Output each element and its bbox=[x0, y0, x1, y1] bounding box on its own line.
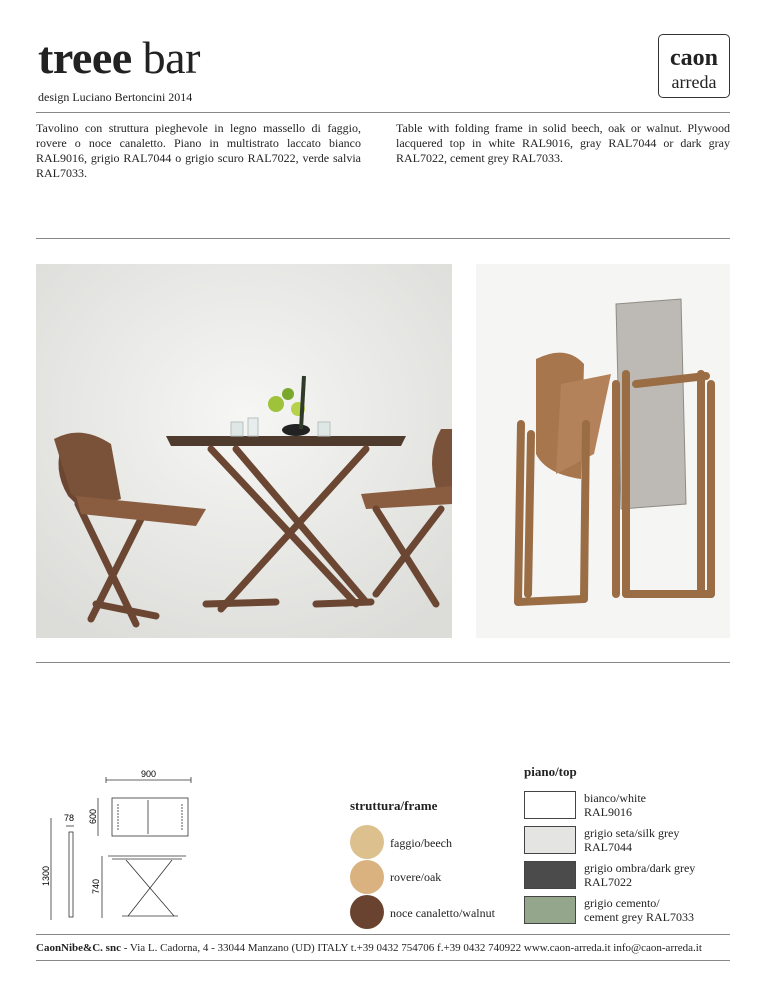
brand-logo[interactable] bbox=[658, 34, 730, 98]
divider bbox=[36, 112, 730, 113]
silk-grey-swatch[interactable] bbox=[524, 826, 576, 854]
logo-word-arreda: arreda bbox=[671, 72, 717, 92]
frame-heading: struttura/frame bbox=[350, 798, 438, 813]
top-option-silk-grey-name: grigio seta/silk grey bbox=[584, 826, 680, 840]
dimension-drawing bbox=[36, 768, 196, 928]
oak-swatch[interactable] bbox=[350, 860, 384, 894]
frame-option-beech: faggio/beech bbox=[390, 836, 452, 850]
photo-table-with-chairs bbox=[36, 264, 452, 638]
divider bbox=[36, 960, 730, 961]
divider bbox=[36, 662, 730, 663]
table-chairs-illustration bbox=[36, 264, 452, 638]
footer-contact bbox=[36, 942, 702, 954]
white-swatch[interactable] bbox=[524, 791, 576, 819]
footer-details: - Via L. Cadorna, 4 - 33044 Manzano (UD) ITALY t.+39 0432 754706 f.+39 0432 740922 www.caon-arreda.it info@caon-arreda.it bbox=[120, 942, 702, 954]
top-option-white bbox=[584, 791, 646, 819]
top-option-dark-grey bbox=[584, 861, 695, 889]
top-option-silk-grey bbox=[584, 826, 679, 854]
technical-drawing bbox=[36, 768, 196, 928]
photo-folded-table-and-chair bbox=[476, 264, 730, 638]
top-option-dark-grey-code: RAL7022 bbox=[584, 875, 632, 889]
top-option-cement-grey-code: cement grey RAL7033 bbox=[584, 910, 694, 924]
beech-swatch[interactable] bbox=[350, 825, 384, 859]
frame-option-oak: rovere/oak bbox=[390, 870, 442, 884]
product-name-bold: treee bbox=[38, 32, 132, 83]
top-option-white-name: bianco/white bbox=[584, 791, 646, 805]
cement-grey-swatch[interactable] bbox=[524, 896, 576, 924]
footer-company: CaonNibe&C. snc bbox=[36, 942, 121, 954]
top-option-white-code: RAL9016 bbox=[584, 805, 632, 819]
frame-option-walnut: noce canaletto/walnut bbox=[390, 906, 495, 920]
divider bbox=[36, 934, 730, 935]
folded-illustration bbox=[476, 264, 730, 638]
top-option-cement-grey bbox=[584, 896, 694, 924]
divider bbox=[36, 238, 730, 239]
dim-thickness: 78 bbox=[64, 813, 75, 823]
description-english: Table with folding frame in solid beech, oak or walnut. Plywood lacquered top in white RAL9016, gray RAL7044 or dark gray RAL7022, cement grey RAL7033. bbox=[396, 121, 730, 165]
walnut-swatch[interactable] bbox=[350, 895, 384, 929]
dim-width: 900 bbox=[141, 769, 157, 779]
top-option-cement-grey-name: grigio cemento/ bbox=[584, 896, 660, 910]
top-option-dark-grey-name: grigio ombra/dark grey bbox=[584, 861, 696, 875]
product-title bbox=[38, 32, 200, 84]
dim-depth: 600 bbox=[88, 808, 98, 824]
dark-grey-swatch[interactable] bbox=[524, 861, 576, 889]
top-option-silk-grey-code: RAL7044 bbox=[584, 840, 632, 854]
description-italian: Tavolino con struttura pieghevole in legno massello di faggio, rovere o noce canaletto. Piano in multistrato laccato bianco RAL9016, grigio RAL7044 o grigio scuro RAL7022, verde salvia RAL7033. bbox=[36, 121, 361, 180]
dim-height: 740 bbox=[91, 878, 101, 894]
logo-word-caon: caon bbox=[670, 45, 718, 71]
dim-folded-height: 1300 bbox=[41, 865, 51, 886]
top-heading: piano/top bbox=[524, 764, 577, 779]
product-name-light: bar bbox=[142, 32, 200, 83]
designer-credit: design Luciano Bertoncini 2014 bbox=[38, 90, 193, 104]
